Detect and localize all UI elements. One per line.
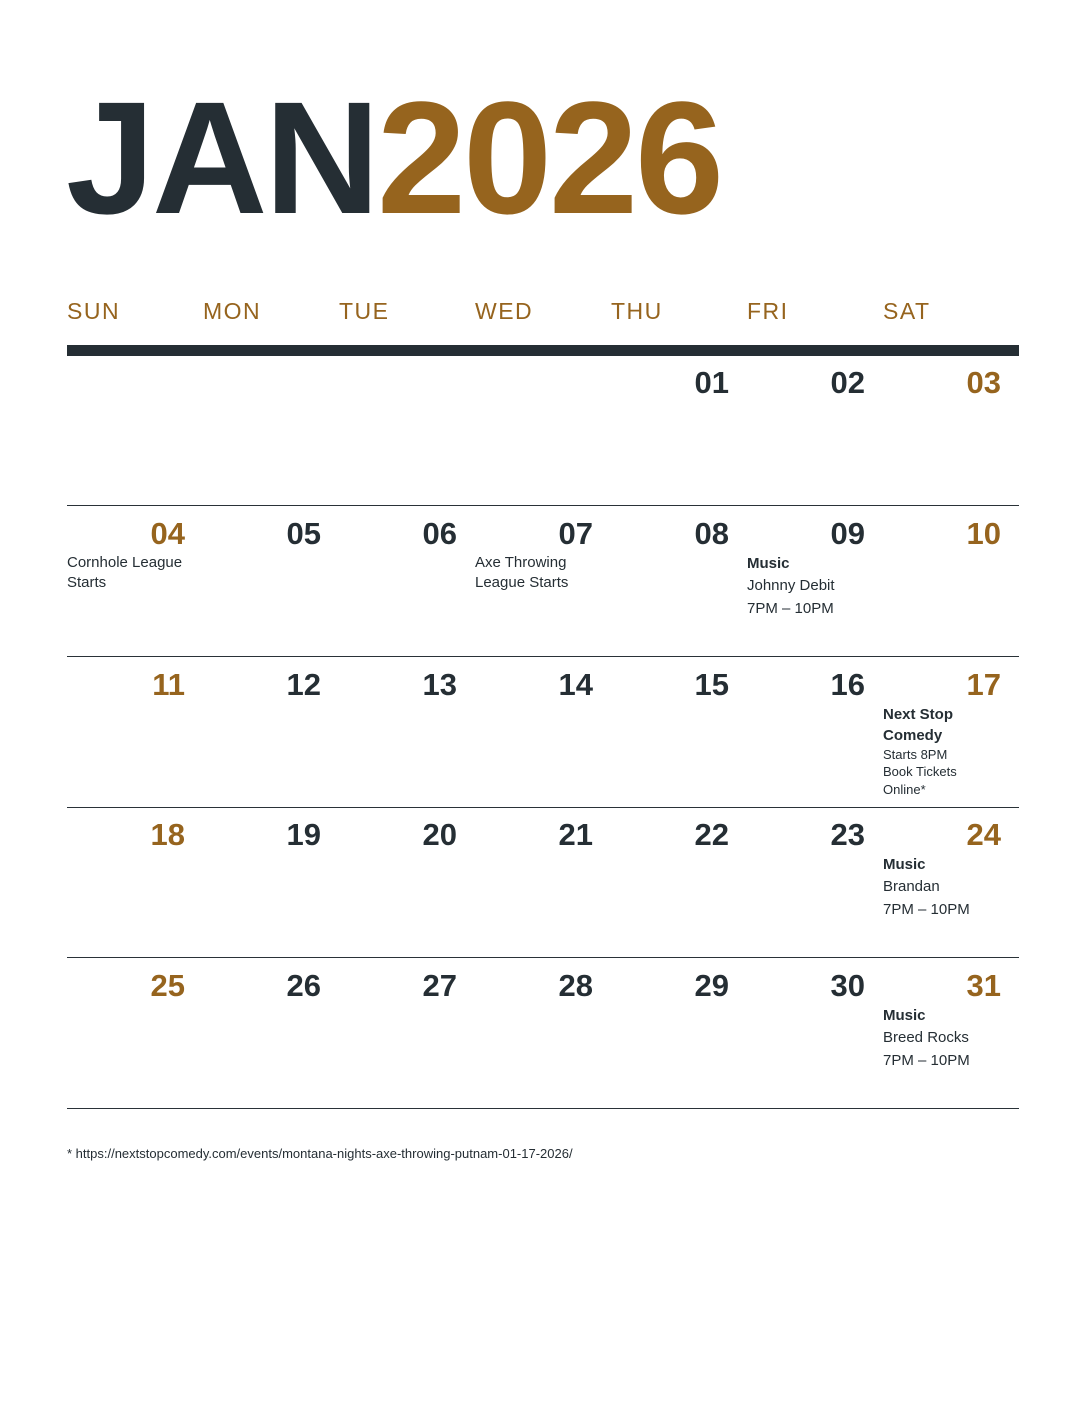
weekday-wed: WED — [475, 298, 534, 324]
day-number: 30 — [830, 968, 865, 1004]
day-cell — [67, 658, 203, 806]
week-row — [67, 959, 1019, 1109]
weekday-header — [67, 297, 1019, 327]
day-number: 05 — [286, 515, 321, 551]
event-title: Music — [883, 856, 926, 874]
title-month: JAN — [66, 68, 378, 247]
day-number: 24 — [966, 817, 1001, 853]
day-number: 27 — [422, 968, 457, 1004]
calendar-grid — [67, 356, 1019, 1110]
day-cell — [883, 808, 1019, 956]
day-cell — [747, 959, 883, 1107]
event-title: Next Stop Comedy — [883, 705, 954, 744]
header-divider — [67, 345, 1019, 356]
day-number: 07 — [558, 515, 593, 551]
day-cell — [475, 808, 611, 956]
day-cell — [475, 356, 611, 504]
day-number: 29 — [694, 968, 729, 1004]
day-number: 14 — [558, 666, 593, 702]
day-cell — [883, 356, 1019, 504]
day-cell — [339, 356, 475, 504]
day-cell — [747, 507, 883, 655]
day-cell — [747, 808, 883, 956]
day-number: 23 — [830, 817, 865, 853]
day-number: 13 — [422, 666, 457, 702]
day-number: 25 — [150, 968, 185, 1004]
event-text: 7PM – 10PM — [883, 901, 970, 919]
day-cell — [883, 507, 1019, 655]
event-text: Cornhole League Starts — [67, 553, 183, 591]
day-cell — [475, 507, 611, 655]
event-text: 7PM – 10PM — [747, 599, 834, 617]
event-detail: Book Tickets Online* — [883, 764, 957, 797]
day-cell — [747, 356, 883, 504]
day-number: 09 — [830, 515, 865, 551]
event-text: 7PM – 10PM — [883, 1052, 970, 1070]
day-number: 04 — [150, 515, 185, 551]
day-cell — [611, 959, 747, 1107]
event — [883, 854, 1019, 921]
day-number: 19 — [286, 817, 321, 853]
day-cell — [203, 507, 339, 655]
day-cell — [747, 658, 883, 806]
weekday-thu: THU — [611, 298, 663, 324]
day-cell — [339, 959, 475, 1107]
day-cell — [883, 959, 1019, 1107]
day-cell — [67, 507, 203, 655]
day-number: 22 — [694, 817, 729, 853]
day-number: 11 — [152, 666, 185, 702]
event-text: Breed Rocks — [883, 1029, 969, 1047]
weekday-tue: TUE — [339, 298, 390, 324]
day-cell — [203, 356, 339, 504]
day-cell — [67, 959, 203, 1107]
footnote: * https://nextstopcomedy.com/events/montana-nights-axe-throwing-putnam-01-17-2026/ — [67, 1146, 573, 1161]
day-number: 01 — [694, 365, 729, 400]
day-cell — [475, 658, 611, 806]
week-row — [67, 507, 1019, 657]
event-text: Johnny Debit — [747, 576, 835, 594]
day-number: 10 — [966, 515, 1001, 551]
day-cell — [611, 658, 747, 806]
day-number: 02 — [830, 365, 865, 400]
event-detail: Starts 8PM — [883, 746, 948, 762]
day-number: 03 — [966, 365, 1001, 400]
day-cell — [475, 959, 611, 1107]
day-cell — [339, 808, 475, 956]
day-number: 06 — [422, 515, 457, 551]
title-year: 2026 — [377, 68, 722, 247]
day-number: 12 — [286, 666, 321, 702]
weekday-mon: MON — [203, 298, 262, 324]
event — [475, 553, 611, 593]
event — [883, 1005, 1019, 1072]
weekday-sun: SUN — [67, 298, 121, 324]
day-number: 21 — [558, 817, 593, 853]
day-cell — [203, 658, 339, 806]
day-cell — [883, 658, 1019, 806]
event-title: Music — [883, 1007, 926, 1025]
weekday-sat: SAT — [883, 298, 931, 324]
day-number: 28 — [558, 968, 593, 1004]
day-number: 17 — [966, 666, 1001, 702]
event-title: Music — [747, 554, 790, 572]
day-cell — [339, 658, 475, 806]
event — [747, 553, 883, 620]
week-row — [67, 658, 1019, 808]
day-number: 15 — [694, 666, 729, 702]
day-cell — [611, 356, 747, 504]
page-title — [66, 68, 722, 247]
event — [883, 704, 1019, 799]
weekday-fri: FRI — [747, 298, 789, 324]
day-number: 18 — [150, 817, 185, 853]
day-number: 26 — [286, 968, 321, 1004]
event-text: Brandan — [883, 878, 940, 896]
event-text: Axe Throwing League Starts — [475, 553, 569, 591]
week-row — [67, 356, 1019, 506]
day-number: 31 — [966, 968, 1001, 1004]
week-row — [67, 808, 1019, 958]
day-cell — [67, 808, 203, 956]
event — [67, 553, 203, 593]
day-cell — [611, 808, 747, 956]
day-cell — [611, 507, 747, 655]
day-number: 08 — [694, 515, 729, 551]
day-cell — [203, 959, 339, 1107]
day-number: 16 — [830, 666, 865, 702]
day-cell — [339, 507, 475, 655]
day-cell — [203, 808, 339, 956]
day-number: 20 — [422, 817, 457, 853]
day-cell — [67, 356, 203, 504]
